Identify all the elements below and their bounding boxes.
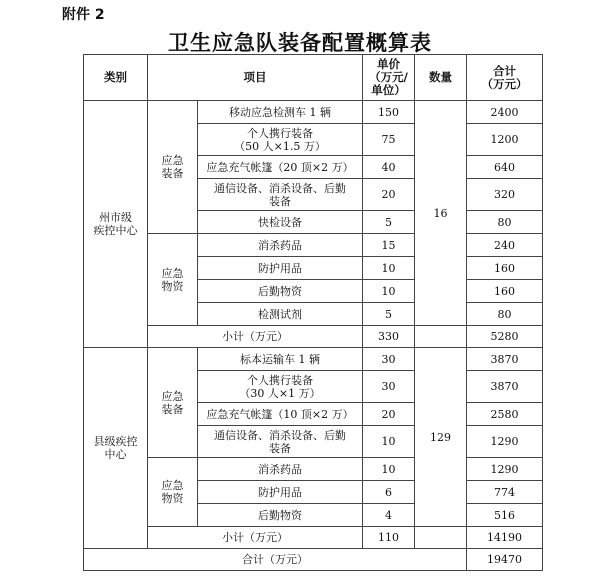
quantity-county: 129 [415, 348, 467, 527]
total-cell: 80 [467, 211, 543, 234]
grand-total-value: 19470 [467, 549, 543, 571]
table-row [84, 234, 543, 257]
subtotal-price: 110 [363, 527, 415, 549]
price-cell: 4 [363, 504, 415, 527]
empty-cell [415, 326, 467, 348]
category-county: 县级疾控 中心 [84, 348, 148, 549]
page-title: 卫生应急队装备配置概算表 [168, 30, 432, 55]
price-cell: 20 [363, 179, 415, 211]
subtotal-total: 14190 [467, 527, 543, 549]
price-cell: 10 [363, 458, 415, 481]
total-cell: 1200 [467, 124, 543, 156]
total-cell: 2580 [467, 403, 543, 426]
item-cell: 快检设备 [198, 211, 363, 234]
total-cell: 160 [467, 280, 543, 303]
total-cell: 516 [467, 504, 543, 527]
subtotal-row [84, 326, 543, 348]
header-row [84, 55, 543, 101]
price-cell: 5 [363, 211, 415, 234]
item-cell: 应急充气帐篷（20 顶×2 万） [198, 156, 363, 179]
total-cell: 3870 [467, 348, 543, 371]
category-prefecture: 州市级 疾控中心 [84, 101, 148, 348]
header-category: 类别 [84, 55, 148, 101]
item-cell: 应急充气帐篷（10 顶×2 万） [198, 403, 363, 426]
subtotal-label: 小计（万元） [148, 326, 363, 348]
empty-cell [415, 527, 467, 549]
subtotal-total: 5280 [467, 326, 543, 348]
subcategory-supplies: 应急 物资 [148, 234, 198, 326]
table-row [84, 348, 543, 371]
item-cell: 个人携行装备 （30 人×1 万） [198, 371, 363, 403]
total-cell: 320 [467, 179, 543, 211]
total-cell: 240 [467, 234, 543, 257]
price-cell: 6 [363, 481, 415, 504]
item-cell: 个人携行装备 （50 人×1.5 万） [198, 124, 363, 156]
item-cell: 通信设备、消杀设备、后勤 装备 [198, 179, 363, 211]
total-cell: 1290 [467, 458, 543, 481]
subtotal-price: 330 [363, 326, 415, 348]
item-cell: 后勤物资 [198, 504, 363, 527]
total-cell: 640 [467, 156, 543, 179]
header-item: 项目 [148, 55, 363, 101]
header-total: 合计 （万元） [467, 55, 543, 101]
header-quantity: 数量 [415, 55, 467, 101]
table-row [84, 101, 543, 124]
total-cell: 160 [467, 257, 543, 280]
item-cell: 防护用品 [198, 481, 363, 504]
subcategory-equipment: 应急 装备 [148, 348, 198, 458]
price-cell: 20 [363, 403, 415, 426]
subtotal-row [84, 527, 543, 549]
grand-total-label: 合计（万元） [84, 549, 467, 571]
price-cell: 30 [363, 348, 415, 371]
price-cell: 10 [363, 257, 415, 280]
annex-label: 附件 2 [62, 7, 105, 23]
price-cell: 15 [363, 234, 415, 257]
price-cell: 150 [363, 101, 415, 124]
total-cell: 774 [467, 481, 543, 504]
price-cell: 30 [363, 371, 415, 403]
subcategory-equipment: 应急 装备 [148, 101, 198, 234]
item-cell: 后勤物资 [198, 280, 363, 303]
price-cell: 10 [363, 280, 415, 303]
quantity-prefecture: 16 [415, 101, 467, 326]
price-cell: 5 [363, 303, 415, 326]
budget-table [83, 54, 543, 571]
price-cell: 40 [363, 156, 415, 179]
total-cell: 3870 [467, 371, 543, 403]
price-cell: 75 [363, 124, 415, 156]
price-cell: 10 [363, 426, 415, 458]
item-cell: 标本运输车 1 辆 [198, 348, 363, 371]
subtotal-label: 小计（万元） [148, 527, 363, 549]
subcategory-supplies: 应急 物资 [148, 458, 198, 527]
total-cell: 80 [467, 303, 543, 326]
item-cell: 通信设备、消杀设备、后勤 装备 [198, 426, 363, 458]
total-cell: 2400 [467, 101, 543, 124]
total-cell: 1290 [467, 426, 543, 458]
grand-total-row [84, 549, 543, 571]
item-cell: 消杀药品 [198, 234, 363, 257]
item-cell: 防护用品 [198, 257, 363, 280]
item-cell: 移动应急检测车 1 辆 [198, 101, 363, 124]
item-cell: 消杀药品 [198, 458, 363, 481]
table-row [84, 458, 543, 481]
header-unit-price: 单价 （万元/ 单位） [363, 55, 415, 101]
item-cell: 检测试剂 [198, 303, 363, 326]
